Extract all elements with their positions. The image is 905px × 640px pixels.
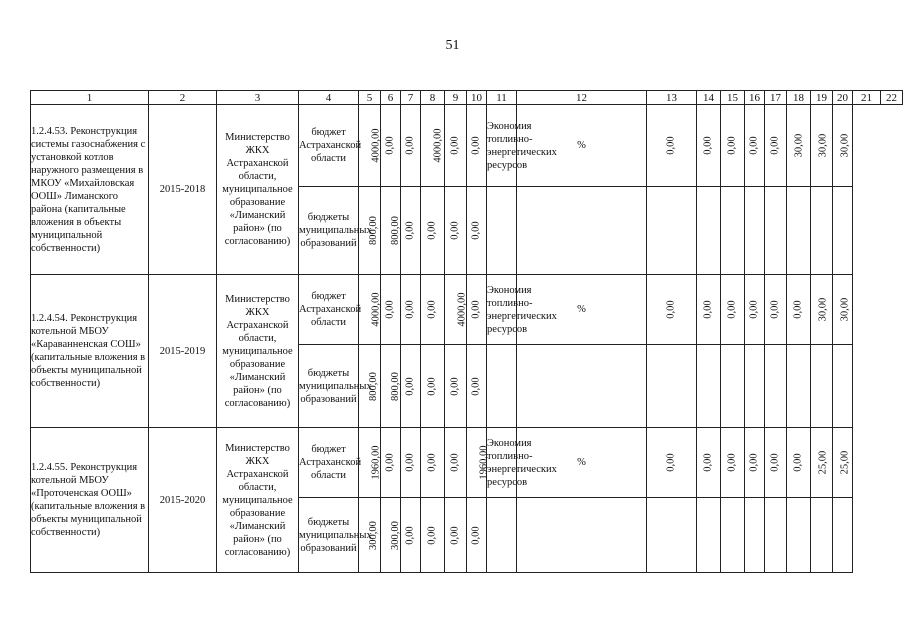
empty-cell <box>811 498 833 573</box>
empty-cell <box>833 345 853 428</box>
cell-value: 0,00 <box>703 136 714 155</box>
funding-value-cell <box>381 105 401 187</box>
indicator-value-cell <box>811 105 833 187</box>
cell-value: 1960,00 <box>478 445 490 480</box>
indicator-value-cell <box>833 428 853 498</box>
header-cell: 18 <box>787 91 811 105</box>
empty-cell <box>811 345 833 428</box>
unit-cell: % <box>517 428 647 498</box>
header-cell: 6 <box>381 91 401 105</box>
cell-value: 4000,00 <box>432 128 444 163</box>
cell-value: 0,00 <box>385 453 396 472</box>
indicator-value-cell <box>721 428 745 498</box>
header-cell: 16 <box>745 91 765 105</box>
period-cell: 2015-2020 <box>149 428 217 573</box>
cell-value: 0,00 <box>770 453 781 472</box>
cell-value: 0,00 <box>703 300 714 319</box>
indicator-value-cell <box>745 275 765 345</box>
indicator-value-cell <box>811 428 833 498</box>
indicator-value-cell <box>647 428 697 498</box>
indicator-cell: Экономия топливно-энергетических ресурсов <box>487 275 517 345</box>
header-cell: 12 <box>517 91 647 105</box>
empty-cell <box>697 498 721 573</box>
empty-cell <box>697 187 721 275</box>
cell-value: 0,00 <box>471 525 482 545</box>
indicator-value-cell <box>833 275 853 345</box>
funding-value-cell <box>467 105 487 187</box>
cell-value: 0,00 <box>471 221 482 240</box>
funding-value-cell <box>359 187 381 275</box>
funding-value-cell <box>359 105 381 187</box>
indicator-value-cell <box>787 105 811 187</box>
funding-value-cell <box>381 428 401 498</box>
funding-value-cell <box>359 428 381 498</box>
funding-value-cell <box>359 498 381 573</box>
cell-value: 0,00 <box>770 300 781 319</box>
executor-cell: Министерство ЖКХ Астраханской области, муниципальное образование «Лиманский район» (по согласованию) <box>217 428 299 573</box>
cell-value: 0,00 <box>703 453 714 472</box>
empty-cell <box>647 345 697 428</box>
funding-value-cell <box>421 345 445 428</box>
funding-value-cell <box>445 345 467 428</box>
empty-cell <box>517 345 647 428</box>
period-cell: 2015-2019 <box>149 275 217 428</box>
cell-value: 30,00 <box>839 297 851 322</box>
funding-value-cell <box>467 187 487 275</box>
empty-cell <box>833 498 853 573</box>
cell-value: 0,00 <box>727 136 738 155</box>
empty-cell <box>811 187 833 275</box>
funding-source-cell: бюджет Астраханской области <box>299 275 359 345</box>
cell-value: 0,00 <box>471 376 482 396</box>
cell-value: 0,00 <box>427 300 438 319</box>
cell-value: 0,00 <box>471 136 482 155</box>
cell-value: 0,00 <box>385 300 396 319</box>
cell-value: 0,00 <box>450 453 461 472</box>
indicator-value-cell <box>697 275 721 345</box>
cell-value: 30,00 <box>817 133 829 158</box>
funding-source-cell: бюджеты муниципальных образований <box>299 345 359 428</box>
cell-value: 0,00 <box>471 300 482 319</box>
indicator-value-cell <box>745 428 765 498</box>
cell-value: 0,00 <box>427 453 438 472</box>
cell-value: 30,00 <box>817 297 829 322</box>
executor-cell: Министерство ЖКХ Астраханской области, муниципальное образование «Лиманский район» (по согласованию) <box>217 105 299 275</box>
empty-cell <box>487 345 517 428</box>
funding-source-cell: бюджеты муниципальных образований <box>299 498 359 573</box>
indicator-value-cell <box>697 428 721 498</box>
cell-value: 0,00 <box>793 453 804 472</box>
cell-value: 30,00 <box>839 133 851 158</box>
header-cell: 13 <box>647 91 697 105</box>
cell-value: 800,00 <box>389 216 401 245</box>
cell-value: 0,00 <box>749 300 760 319</box>
program-table <box>30 90 903 573</box>
unit-cell: % <box>517 275 647 345</box>
funding-source-cell: бюджеты муниципальных образований <box>299 187 359 275</box>
cell-value: 4000,00 <box>370 128 382 163</box>
empty-cell <box>487 187 517 275</box>
header-cell: 20 <box>833 91 853 105</box>
funding-value-cell <box>421 428 445 498</box>
funding-value-cell <box>381 187 401 275</box>
funding-value-cell <box>401 345 421 428</box>
project-row <box>31 105 903 187</box>
empty-cell <box>647 498 697 573</box>
header-row <box>31 91 903 105</box>
cell-value: 0,00 <box>450 221 461 240</box>
project-name-cell: 1.2.4.53. Реконструкция системы газоснабжения с установкой котлов наружного размещения в МКОУ «Михайловская ООШ» Лиманского района (капитальные вложения в объекты муниципальной собственности) <box>31 105 149 275</box>
cell-value: 0,00 <box>666 136 677 155</box>
cell-value: 25,00 <box>817 450 829 475</box>
empty-cell <box>721 345 745 428</box>
indicator-value-cell <box>787 428 811 498</box>
funding-value-cell <box>381 345 401 428</box>
indicator-value-cell <box>765 105 787 187</box>
empty-cell <box>721 498 745 573</box>
period-cell: 2015-2018 <box>149 105 217 275</box>
header-cell: 1 <box>31 91 149 105</box>
cell-value: 0,00 <box>450 525 461 545</box>
empty-cell <box>745 345 765 428</box>
funding-value-cell <box>381 498 401 573</box>
cell-value: 0,00 <box>666 300 677 319</box>
indicator-value-cell <box>647 105 697 187</box>
cell-value: 0,00 <box>749 453 760 472</box>
cell-value: 4000,00 <box>370 292 382 327</box>
project-row <box>31 275 903 345</box>
indicator-value-cell <box>697 105 721 187</box>
cell-value: 4000,00 <box>456 292 468 327</box>
header-cell: 8 <box>421 91 445 105</box>
indicator-cell: Экономия топливно-энергетических ресурсов <box>487 105 517 187</box>
funding-value-cell <box>421 105 445 187</box>
cell-value: 0,00 <box>405 136 416 155</box>
header-cell: 11 <box>487 91 517 105</box>
funding-value-cell <box>401 428 421 498</box>
funding-value-cell <box>421 498 445 573</box>
header-cell: 14 <box>697 91 721 105</box>
funding-value-cell <box>359 275 381 345</box>
indicator-value-cell <box>647 275 697 345</box>
empty-cell <box>765 345 787 428</box>
funding-value-cell <box>445 498 467 573</box>
indicator-value-cell <box>787 275 811 345</box>
funding-source-cell: бюджет Астраханской области <box>299 428 359 498</box>
cell-value: 0,00 <box>427 221 438 240</box>
funding-value-cell <box>467 498 487 573</box>
empty-cell <box>765 187 787 275</box>
funding-value-cell <box>401 275 421 345</box>
funding-value-cell <box>381 275 401 345</box>
cell-value: 0,00 <box>793 300 804 319</box>
cell-value: 30,00 <box>793 133 805 158</box>
funding-value-cell <box>467 345 487 428</box>
funding-value-cell <box>445 105 467 187</box>
header-cell: 17 <box>765 91 787 105</box>
header-cell: 19 <box>811 91 833 105</box>
funding-value-cell <box>401 187 421 275</box>
cell-value: 300,00 <box>389 520 401 550</box>
cell-value: 1960,00 <box>370 445 382 480</box>
cell-value: 800,00 <box>367 216 379 245</box>
cell-value: 25,00 <box>839 450 851 475</box>
header-cell: 15 <box>721 91 745 105</box>
empty-cell <box>787 345 811 428</box>
indicator-value-cell <box>765 275 787 345</box>
header-cell: 10 <box>467 91 487 105</box>
funding-value-cell <box>401 498 421 573</box>
cell-value: 0,00 <box>727 300 738 319</box>
header-cell: 2 <box>149 91 217 105</box>
funding-value-cell <box>467 428 490 498</box>
header-cell: 9 <box>445 91 467 105</box>
funding-value-cell <box>467 275 487 345</box>
header-cell: 4 <box>299 91 359 105</box>
cell-value: 0,00 <box>385 136 396 155</box>
funding-value-cell <box>421 187 445 275</box>
empty-cell <box>487 498 517 573</box>
indicator-value-cell <box>745 105 765 187</box>
funding-value-cell <box>359 345 381 428</box>
empty-cell <box>745 187 765 275</box>
header-cell: 5 <box>359 91 381 105</box>
cell-value: 0,00 <box>450 376 461 396</box>
indicator-value-cell <box>833 105 853 187</box>
empty-cell <box>517 187 647 275</box>
cell-value: 300,00 <box>367 520 379 550</box>
empty-cell <box>721 187 745 275</box>
empty-cell <box>647 187 697 275</box>
cell-value: 0,00 <box>405 453 416 472</box>
cell-value: 0,00 <box>749 136 760 155</box>
cell-value: 0,00 <box>405 525 416 545</box>
indicator-value-cell <box>721 275 745 345</box>
indicator-value-cell <box>765 428 787 498</box>
indicator-cell: Экономия топливно-энергетических ресурсов <box>487 428 517 498</box>
empty-cell <box>833 187 853 275</box>
empty-cell <box>787 498 811 573</box>
empty-cell <box>517 498 647 573</box>
empty-cell <box>765 498 787 573</box>
cell-value: 800,00 <box>367 371 379 401</box>
funding-source-cell: бюджет Астраханской области <box>299 105 359 187</box>
funding-value-cell <box>445 275 467 345</box>
cell-value: 0,00 <box>427 525 438 545</box>
funding-value-cell <box>421 275 445 345</box>
empty-cell <box>787 187 811 275</box>
unit-cell: % <box>517 105 647 187</box>
executor-cell: Министерство ЖКХ Астраханской области, муниципальное образование «Лиманский район» (по согласованию) <box>217 275 299 428</box>
funding-value-cell <box>401 105 421 187</box>
cell-value: 0,00 <box>450 136 461 155</box>
header-cell: 3 <box>217 91 299 105</box>
empty-cell <box>745 498 765 573</box>
cell-value: 0,00 <box>405 376 416 396</box>
indicator-value-cell <box>811 275 833 345</box>
cell-value: 0,00 <box>405 221 416 240</box>
header-cell: 22 <box>881 91 903 105</box>
cell-value: 0,00 <box>405 300 416 319</box>
page-number: 51 <box>445 38 460 53</box>
header-cell: 7 <box>401 91 421 105</box>
indicator-value-cell <box>721 105 745 187</box>
project-row <box>31 428 903 498</box>
cell-value: 0,00 <box>427 376 438 396</box>
cell-value: 0,00 <box>770 136 781 155</box>
funding-value-cell <box>445 187 467 275</box>
cell-value: 0,00 <box>666 453 677 472</box>
empty-cell <box>697 345 721 428</box>
project-name-cell: 1.2.4.54. Реконструкция котельной МБОУ «Караванненская СОШ» (капитальные вложения в объекты муниципальной собственности) <box>31 275 149 428</box>
project-name-cell: 1.2.4.55. Реконструкция котельной МБОУ «Проточенская ООШ» (капитальные вложения в объекты муниципальной собственности) <box>31 428 149 573</box>
header-cell: 21 <box>853 91 881 105</box>
cell-value: 800,00 <box>389 371 401 401</box>
cell-value: 0,00 <box>727 453 738 472</box>
funding-value-cell <box>445 428 467 498</box>
